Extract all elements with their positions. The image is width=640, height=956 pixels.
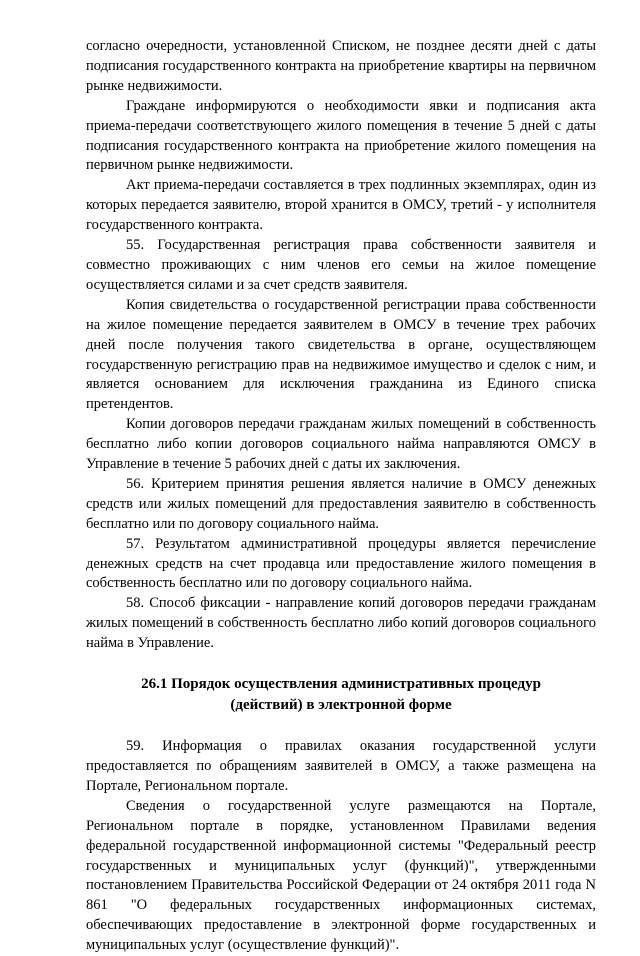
paragraph: Сведения о государственной услуге размещаются на Портале, Региональном портале в порядке, установленном Правилами ведения федеральной государственной информационной системы "Федеральный реестр государственных и муниципальных услуг (функций)", утвержденными постановлением Правительства Российской Федерации от 24 октября 2011 года N 861 "О федеральных государственных информационных системах, обеспечивающих предоставление в электронной форме государственных и муниципальных услуг (осуществление функций)". [86,797,596,954]
paragraph: Копия свидетельства о государственной регистрации права собственности на жилое помещение передается заявителем в ОМСУ в течение трех рабочих дней после получения такого свидетельства в органе, осуществляющем государственную регистрацию прав на недвижимое имущество и сделок с ним, и является основанием для исключения гражданина из Единого списка претендентов. [86,296,596,413]
paragraph: Акт приема-передачи составляется в трех подлинных экземплярах, один из которых передается заявителю, второй хранится в ОМСУ, третий - у исполнителя государственного контракта. [86,177,596,234]
paragraph-59: 59. Информация о правилах оказания государственной услуги предоставляется по обращениям заявителей в ОМСУ, а также размещена на Портале, Региональном портале. [86,738,596,794]
paragraph-57: 57. Результатом административной процедуры является перечисление денежных средств на счет продавца или предоставление жилого помещения в собственность бесплатно или по договору социального найма. [86,535,596,592]
paragraph-58: 58. Способ фиксации - направление копий договоров передачи гражданам жилых помещений в собственность бесплатно либо копий договоров социального найма в Управление. [86,595,596,652]
document-body [86,37,596,956]
section-heading [86,674,596,715]
paragraph-55: 55. Государственная регистрация права собственности заявителя и совместно проживающих с ним членов его семьи на жилое помещение осуществляется силами и за счет средств заявителя. [86,237,596,293]
section-heading-line-2: (действий) в электронной форме [230,696,452,713]
paragraph-56: 56. Критерием принятия решения является наличие в ОМСУ денежных средств или жилых помещений для предоставления заявителю в собственность бесплатно или по договору социального найма. [86,475,596,532]
paragraph-continuation: согласно очередности, установленной Списком, не позднее десяти дней с даты подписания государственного контракта на приобретение квартиры на первичном рынке недвижимости. [86,38,596,94]
paragraph: Копии договоров передачи гражданам жилых помещений в собственность бесплатно либо копии договоров социального найма направляются ОМСУ в Управление в течение 5 рабочих дней с даты их заключения. [86,416,596,473]
section-heading-line-1: 26.1 Порядок осуществления административных процедур [141,676,541,693]
paragraph: Граждане информируются о необходимости явки и подписания акта приема-передачи соответствующего жилого помещения в течение 5 дней с даты подписания государственного контракта на приобретение жилого помещения на первичном рынке недвижимости. [86,97,596,174]
